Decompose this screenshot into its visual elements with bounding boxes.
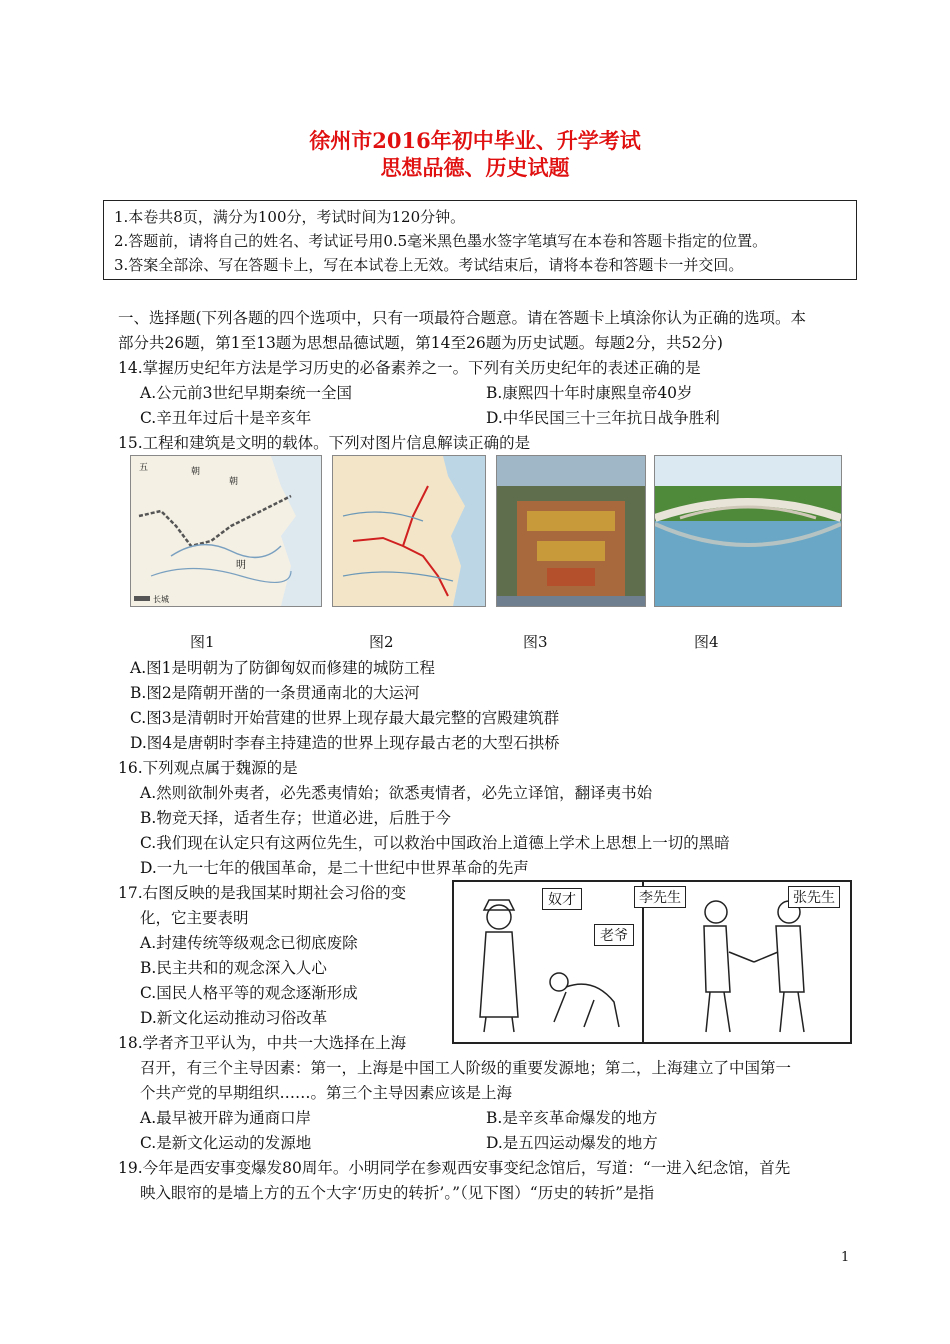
figure-3-caption: 图3 [523, 633, 548, 651]
exam-title: 徐州市2016年初中毕业、升学考试 [309, 128, 641, 153]
map-graphic [131, 456, 321, 606]
figure-4-bridge-photo [654, 455, 842, 607]
q14-option-c: C.辛丑年过后十是辛亥年 [140, 409, 312, 427]
q18-stem-line3: 个共产党的早期组织……。第三个主导因素应该是上海 [140, 1084, 513, 1102]
section-header-line2: 部分共26题，第1至13题为思想品德试题，第14至26题为历史试题。每题2分，共52分) [118, 334, 723, 352]
label-nucai: 奴才 [542, 888, 582, 910]
q18-stem-line2: 召开，有三个主导因素：第一，上海是中国工人阶级的重要发源地；第二，上海建立了中国第一 [140, 1059, 792, 1077]
q18-stem-line1: 18.学者齐卫平认为，中共一大选择在上海 [118, 1034, 407, 1052]
instruction-1: 1.本卷共8页，满分为100分，考试时间为120分钟。 [114, 208, 466, 226]
legend-swatch [134, 596, 150, 601]
q18-option-b: B.是辛亥革命爆发的地方 [486, 1109, 658, 1127]
figure-1-great-wall-map [130, 455, 322, 607]
q14-option-a: A.公元前3世纪早期秦统一全国 [140, 384, 352, 402]
q16-option-a: A.然则欲制外夷者，必先悉夷情始；欲悉夷情者，必先立译馆，翻译夷书始 [140, 784, 653, 802]
q15-option-b: B.图2是隋朝开凿的一条贯通南北的大运河 [130, 684, 420, 702]
q19-stem-line2: 映入眼帘的是墙上方的五个大字‘历史的转折’。”（见下图）“历史的转折”是指 [140, 1184, 655, 1202]
q16-stem: 16.下列观点属于魏源的是 [118, 759, 298, 777]
map1-label-chao: 朝 [191, 467, 201, 477]
palace-graphic [497, 456, 645, 606]
q15-option-d: D.图4是唐朝时李春主持建造的世界上现存最古老的大型石拱桥 [130, 734, 560, 752]
q17-cartoon [452, 880, 852, 1044]
label-zhang-xiansheng: 张先生 [788, 886, 840, 908]
sea-region [443, 456, 485, 606]
figure-3-palace-photo [496, 455, 646, 607]
q16-option-c: C.我们现在认定只有这两位先生，可以救治中国政治上道德上学术上思想上一切的黑暗 [140, 834, 730, 852]
q14-stem: 14.掌握历史纪年方法是学习历史的必备素养之一。下列有关历史纪年的表述正确的是 [118, 359, 701, 377]
q18-option-c: C.是新文化运动的发源地 [140, 1134, 312, 1152]
q16-option-d: D.一九一七年的俄国革命，是二十世纪中世界革命的先声 [140, 859, 529, 877]
figure-1-caption: 图1 [190, 633, 215, 651]
map-graphic [333, 456, 485, 606]
map1-label-chao2: 朝 [229, 477, 239, 487]
q15-option-a: A.图1是明朝为了防御匈奴而修建的城防工程 [130, 659, 435, 677]
q17-option-b: B.民主共和的观念深入人心 [140, 959, 327, 977]
q16-option-b: B.物竞天择，适者生存；世道必进，后胜于今 [140, 809, 451, 827]
map1-legend-label: 长城 [153, 595, 169, 604]
canal-line [353, 538, 448, 596]
q18-option-a: A.最早被开辟为通商口岸 [140, 1109, 312, 1127]
instructions-box [103, 200, 857, 280]
map1-label-ming: 明 [236, 560, 246, 571]
label-laoye: 老爷 [594, 924, 634, 946]
figure-4-caption: 图4 [694, 633, 719, 651]
section-header-line1: 一、选择题(下列各题的四个选项中，只有一项最符合题意。请在答题卡上填涂你认为正确的选项。本 [118, 309, 807, 327]
figure-2-caption: 图2 [369, 633, 394, 651]
page-number: 1 [841, 1250, 850, 1265]
q17-stem-line1: 17.右图反映的是我国某时期社会习俗的变 [118, 884, 407, 902]
q17-option-a: A.封建传统等级观念已彻底废除 [140, 934, 358, 952]
bridge-graphic [655, 456, 841, 606]
q15-option-c: C.图3是清朝时开始营建的世界上现存最大最完整的宫殿建筑群 [130, 709, 560, 727]
map1-label-wu: 五 [139, 463, 149, 473]
exam-subtitle: 思想品德、历史试题 [380, 155, 570, 180]
q17-option-c: C.国民人格平等的观念逐渐形成 [140, 984, 358, 1002]
q17-option-d: D.新文化运动推动习俗改革 [140, 1009, 328, 1027]
instruction-2: 2.答题前，请将自己的姓名、考试证号用0.5毫米黑色墨水签字笔填写在本卷和答题卡指定的位置。 [114, 232, 768, 250]
q17-stem-line2: 化，它主要表明 [140, 909, 249, 927]
q14-option-d: D.中华民国三十三年抗日战争胜利 [486, 409, 720, 427]
instruction-3: 3.答案全部涂、写在答题卡上，写在本试卷上无效。考试结束后，请将本卷和答题卡一并交回。 [114, 256, 744, 274]
label-li-xiansheng: 李先生 [634, 886, 686, 908]
q15-stem: 15.工程和建筑是文明的载体。下列对图片信息解读正确的是 [118, 434, 531, 452]
q19-stem-line1: 19.今年是西安事变爆发80周年。小明同学在参观西安事变纪念馆后，写道：“一进入纪念馆，首先 [118, 1159, 791, 1177]
figure-2-canal-map [332, 455, 486, 607]
q14-option-b: B.康熙四十年时康熙皇帝40岁 [486, 384, 693, 402]
q18-option-d: D.是五四运动爆发的地方 [486, 1134, 658, 1152]
